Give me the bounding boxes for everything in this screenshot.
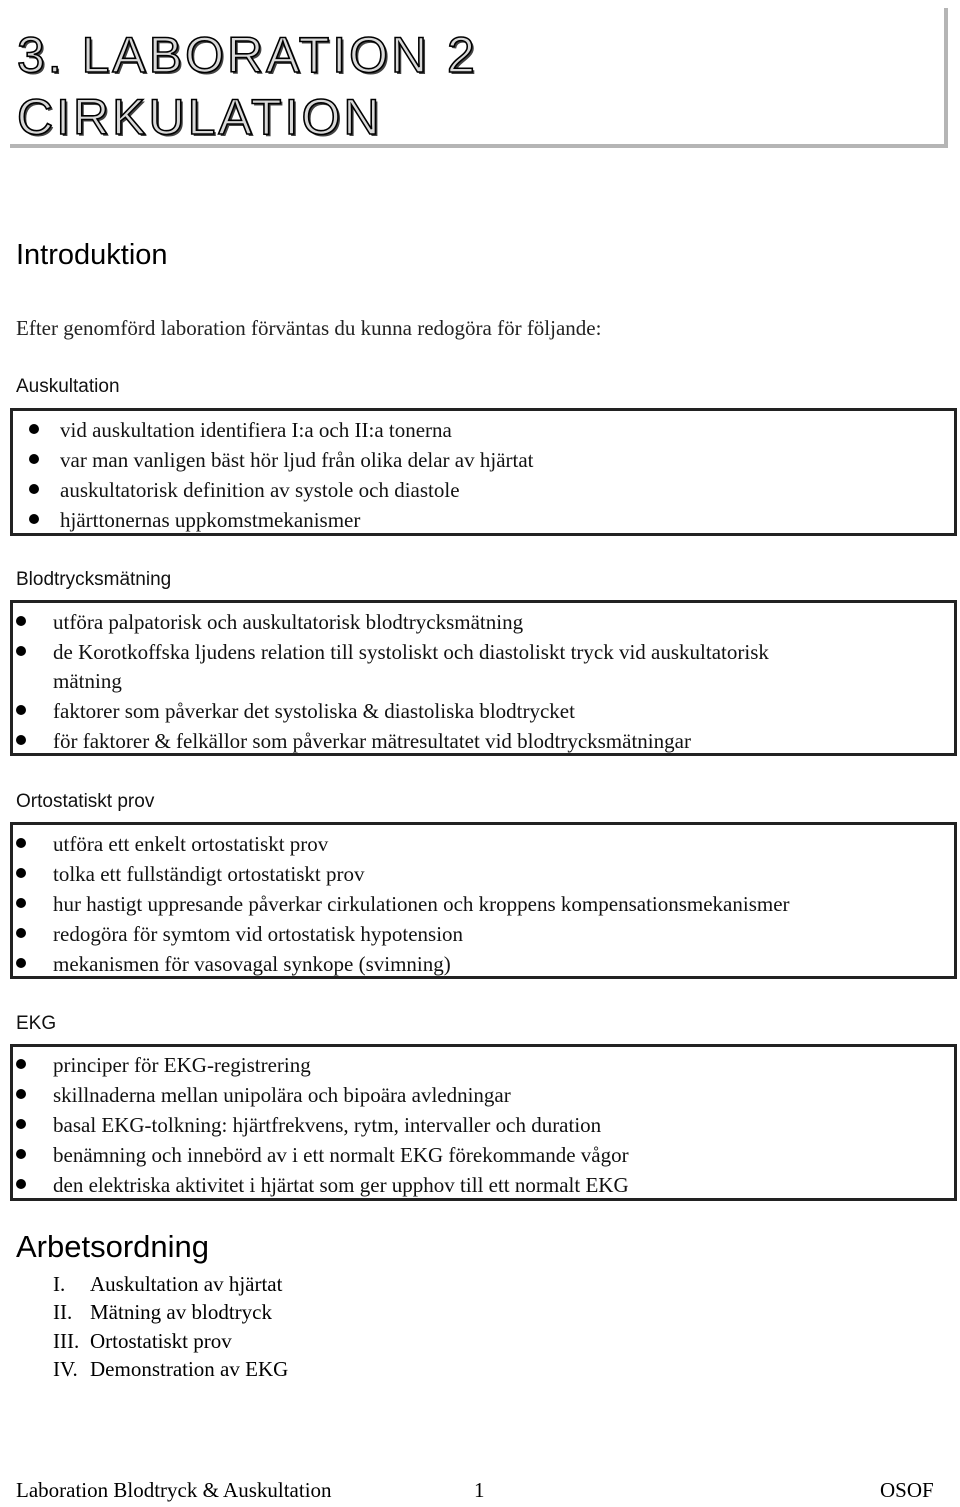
bullet-icon [29, 424, 39, 434]
list-item: auskultatorisk definition av systole och diastole [60, 480, 460, 501]
bullet-icon [16, 958, 26, 968]
list-item: tolka ett fullständigt ortostatiskt prov [53, 864, 364, 885]
title-line-2: CIRKULATION [17, 89, 383, 145]
list-item: faktorer som påverkar det systoliska & diastoliska blodtrycket [53, 701, 575, 722]
ordered-item: IV. Demonstration av EKG [53, 1357, 289, 1381]
bullet-icon [16, 705, 26, 715]
bullet-icon [29, 484, 39, 494]
list-item: var man vanligen bäst hör ljud från olika delar av hjärtat [60, 450, 534, 471]
list-item: för faktorer & felkällor som påverkar mätresultatet vid blodtrycksmätningar [53, 731, 691, 752]
arbetsordning-heading: Arbetsordning [16, 1229, 210, 1264]
intro-text: Efter genomförd laboration förväntas du kunna redogöra för följande: [16, 316, 602, 340]
bullet-icon [29, 454, 39, 464]
section-box-ekg [10, 1044, 957, 1201]
bullet-icon [16, 1179, 26, 1189]
section-box-ortostatiskt-prov [10, 822, 957, 979]
bullet-icon [16, 868, 26, 878]
list-item: utföra ett enkelt ortostatiskt prov [53, 834, 328, 855]
footer-title: Laboration Blodtryck & Auskultation [16, 1478, 332, 1502]
bullet-icon [16, 1059, 26, 1069]
list-item: principer för EKG-registrering [53, 1055, 311, 1076]
list-item: den elektriska aktivitet i hjärtat som ger upphov till ett normalt EKG [53, 1175, 629, 1196]
title-block [10, 8, 948, 148]
footer-org: OSOF [880, 1478, 934, 1502]
list-item: hur hastigt uppresande påverkar cirkulationen och kroppens kompensationsmekanismer [53, 894, 790, 915]
title-line-1: 3. LABORATION 2 [17, 27, 478, 83]
bullet-icon [16, 1089, 26, 1099]
ordered-item: III. Ortostatiskt prov [53, 1329, 232, 1353]
list-item: basal EKG-tolkning: hjärtfrekvens, rytm, intervaller och duration [53, 1115, 601, 1136]
list-item: mekanismen för vasovagal synkope (svimning) [53, 954, 451, 975]
ordered-item: I. Auskultation av hjärtat [53, 1272, 283, 1296]
ordered-item: II. Mätning av blodtryck [53, 1300, 272, 1324]
bullet-icon [29, 514, 39, 524]
list-item: hjärttonernas uppkomstmekanismer [60, 510, 360, 531]
section-box-blodtrycksmatning [10, 600, 957, 756]
bullet-icon [16, 735, 26, 745]
list-item: skillnaderna mellan unipolära och bipoära avledningar [53, 1085, 511, 1106]
list-item: redogöra för symtom vid ortostatisk hypotension [53, 924, 463, 945]
list-item: utföra palpatorisk och auskultatorisk blodtrycksmätning [53, 612, 523, 633]
list-item: de Korotkoffska ljudens relation till systoliskt och diastoliskt tryck vid auskultatorisk [53, 642, 769, 663]
section-box-auskultation [10, 408, 957, 536]
section-heading-auskultation: Auskultation [16, 376, 120, 397]
section-heading-blodtrycksmatning: Blodtrycksmätning [16, 569, 172, 590]
list-item: benämning och innebörd av i ett normalt EKG förekommande vågor [53, 1145, 629, 1166]
bullet-icon [16, 838, 26, 848]
section-heading-ekg: EKG [16, 1013, 57, 1034]
intro-heading: Introduktion [16, 239, 168, 271]
bullet-icon [16, 1149, 26, 1159]
list-item-continuation: mätning [53, 669, 122, 693]
list-item: vid auskultation identifiera I:a och II:a tonerna [60, 420, 452, 441]
bullet-icon [16, 1119, 26, 1129]
bullet-icon [16, 646, 26, 656]
section-heading-ortostatiskt-prov: Ortostatiskt prov [16, 791, 155, 812]
bullet-icon [16, 898, 26, 908]
bullet-icon [16, 928, 26, 938]
bullet-icon [16, 616, 26, 626]
footer-page-number: 1 [474, 1478, 485, 1502]
